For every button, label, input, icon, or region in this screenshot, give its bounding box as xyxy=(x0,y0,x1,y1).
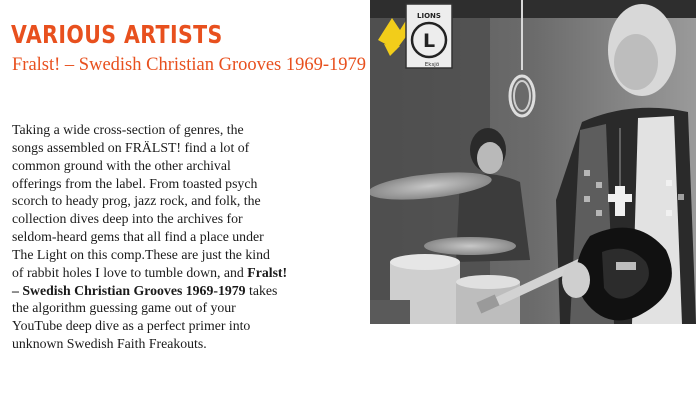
review-line: of rabbit holes I love to tumble down, and Fralst! xyxy=(12,264,288,280)
review-text xyxy=(12,121,312,353)
review-line: common ground with the other archival xyxy=(12,157,231,173)
review-line: offerings from the label. From toasted psych xyxy=(12,175,258,191)
artist-heading: VARIOUS ARTISTS xyxy=(11,20,223,49)
album-title: Fralst! – Swedish Christian Grooves 1969-1979 xyxy=(12,55,367,75)
review-line: scorch to heady prog, jazz rock, and folk, the xyxy=(12,193,261,209)
review-line: YouTube deep dive as a perfect primer into xyxy=(12,318,251,334)
album-mention: Fralst! xyxy=(247,264,288,280)
album-mention: – Swedish Christian Grooves 1969-1979 xyxy=(12,282,246,298)
review-line: – Swedish Christian Grooves 1969-1979 takes xyxy=(12,282,278,298)
review-line: unknown Swedish Faith Freakouts. xyxy=(12,336,207,352)
hand xyxy=(562,262,590,298)
review-line: collection dives deep into the archives for xyxy=(12,211,243,227)
review-line: seldom-heard gems that all find a place under xyxy=(12,229,264,245)
band-photo xyxy=(370,0,696,324)
review-line: Taking a wide cross-section of genres, the xyxy=(12,122,244,137)
review-line: The Light on this comp.These are just the kind xyxy=(12,246,270,262)
review-line: the algorithm guessing game out of your xyxy=(12,300,236,316)
lions-sign-text: LIONS xyxy=(417,12,441,20)
review-line: songs assembled on FRÄLST! find a lot of xyxy=(12,139,250,155)
cymbal xyxy=(424,237,516,255)
lions-sign-small-text: Eksjö xyxy=(424,62,440,68)
lions-sign xyxy=(406,4,452,68)
band-photo-illustration xyxy=(370,0,696,324)
lions-emblem: L xyxy=(422,30,436,52)
